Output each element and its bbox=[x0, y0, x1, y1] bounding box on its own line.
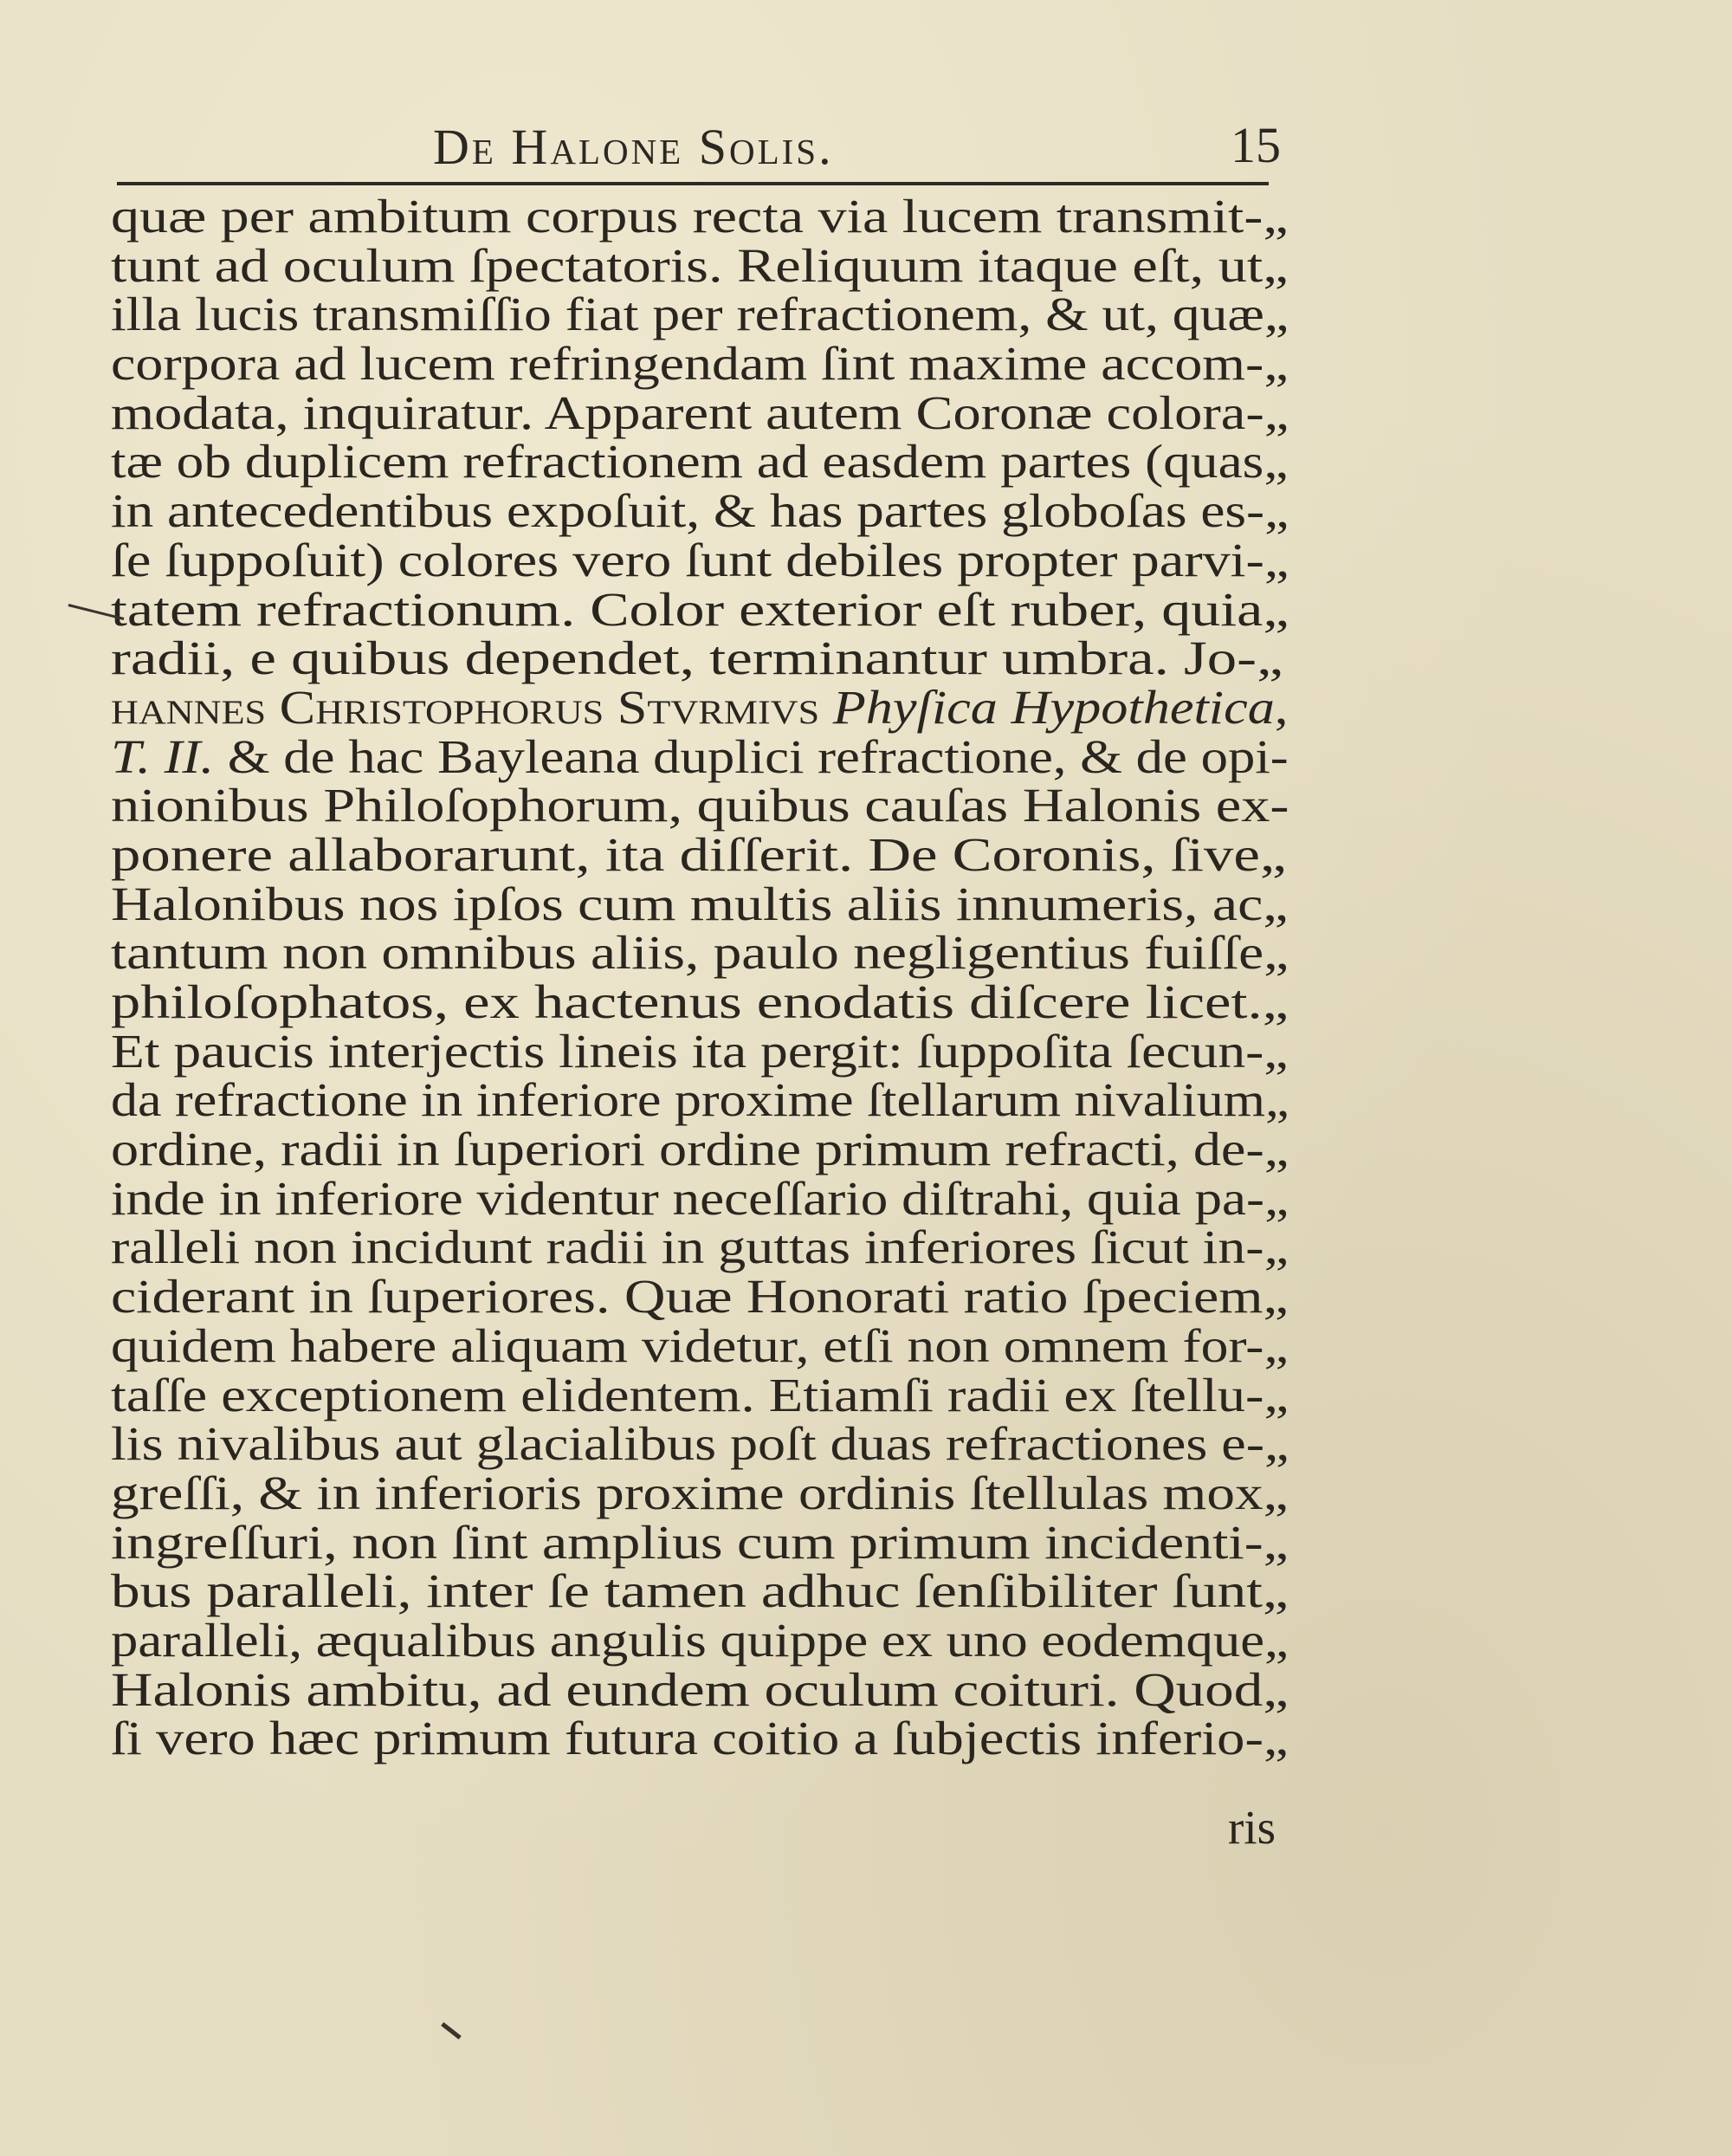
author-name: hannes Christophorus Stvrmivs bbox=[111, 680, 820, 734]
text-line: ponere allaborarunt, ita diſſerit. De Coronis, ſive„ bbox=[111, 827, 1287, 881]
text-line: bus paralleli, inter ſe tamen adhuc ſenſibiliter ſunt„ bbox=[111, 1564, 1289, 1618]
text-line: tæ ob duplicem refractionem ad easdem partes (quas„ bbox=[111, 435, 1289, 489]
text-line: illa lucis transmiſſio fiat per refractionem, & ut, quæ„ bbox=[111, 288, 1289, 341]
ink-speck-mark bbox=[441, 2023, 462, 2040]
text-line: nionibus Philoſophorum, quibus cauſas Halonis ex- bbox=[111, 779, 1289, 832]
page-number: 15 bbox=[1231, 117, 1281, 173]
text-line: ſe ſuppoſuit) colores vero ſunt debiles propter parvi-„ bbox=[111, 533, 1289, 586]
text-line: ralleli non incidunt radii in guttas inferiores ſicut in-„ bbox=[111, 1220, 1289, 1274]
text-line: ingreſſuri, non ſint amplius cum primum incidenti-„ bbox=[111, 1515, 1289, 1569]
text-line: tantum non omnibus aliis, paulo negligentius fuiſſe„ bbox=[111, 926, 1289, 980]
work-title: Phyſica Hypothetica bbox=[832, 680, 1275, 734]
text-line: T. II. & de hac Bayleana duplici refractione, & de opi- bbox=[111, 729, 1289, 783]
text-line: ordine, radii in ſuperiori ordine primum refracti, de-„ bbox=[111, 1123, 1289, 1176]
text-line: inde in inferiore videntur neceſſario diſtrahi, quia pa-„ bbox=[111, 1171, 1289, 1225]
text-line: taſſe exceptionem elidentem. Etiamſi radii ex ſtellu-„ bbox=[111, 1368, 1289, 1421]
text-line: in antecedentibus expoſuit, & has partes globoſas es-„ bbox=[111, 484, 1289, 538]
text-line: modata, inquiratur. Apparent autem Coronæ colora-„ bbox=[111, 385, 1289, 439]
text-line: quidem habere aliquam videtur, etſi non omnem for-„ bbox=[111, 1318, 1289, 1372]
text-line: ſi vero hæc primum futura coitio a ſubjectis inferio-„ bbox=[111, 1712, 1289, 1765]
text-line: philoſophatos, ex hactenus enodatis diſcere licet.„ bbox=[111, 975, 1289, 1028]
text-line: corpora ad lucem refringendam ſint maxime accom-„ bbox=[111, 337, 1289, 391]
catchword: ris bbox=[1228, 1801, 1276, 1854]
running-head: De Halone Solis. bbox=[433, 119, 834, 175]
text-line: greſſi, & in inferioris proxime ordinis ſtellulas mox„ bbox=[111, 1466, 1289, 1519]
text-line: radii, e quibus dependet, terminantur umbra. Jo-„ bbox=[111, 631, 1283, 685]
header-rule bbox=[117, 182, 1269, 185]
text-line: tunt ad oculum ſpectatoris. Reliquum itaque eſt, ut„ bbox=[111, 238, 1289, 292]
text-line: paralleli, æqualibus angulis quippe ex uno eodemque„ bbox=[111, 1613, 1289, 1667]
page-header bbox=[117, 113, 1286, 182]
text-line: Halonis ambitu, ad eundem oculum coituri. Quod„ bbox=[111, 1662, 1289, 1716]
text-line: tatem refractionum. Color exterior eſt ruber, quia„ bbox=[111, 582, 1289, 636]
text-line: ciderant in ſuperiores. Quæ Honorati ratio ſpeciem„ bbox=[111, 1270, 1289, 1324]
text-line: da refractione in inferiore proxime ſtellarum nivalium„ bbox=[111, 1073, 1289, 1127]
text-line: Halonibus nos ipſos cum multis aliis innumeris, ac„ bbox=[111, 877, 1289, 930]
volume-reference: T. II. bbox=[111, 729, 215, 783]
text-line: quæ per ambitum corpus recta via lucem transmit-„ bbox=[111, 190, 1289, 243]
body-text bbox=[111, 192, 1306, 1764]
text-line: Et paucis interjectis lineis ita pergit: ſuppoſita ſecun-„ bbox=[111, 1024, 1289, 1078]
text-line: lis nivalibus aut glacialibus poſt duas refractiones e-„ bbox=[111, 1417, 1289, 1471]
text-line-author: hannes Christophorus Stvrmivs Phyſica Hypothetica, bbox=[111, 680, 1289, 734]
